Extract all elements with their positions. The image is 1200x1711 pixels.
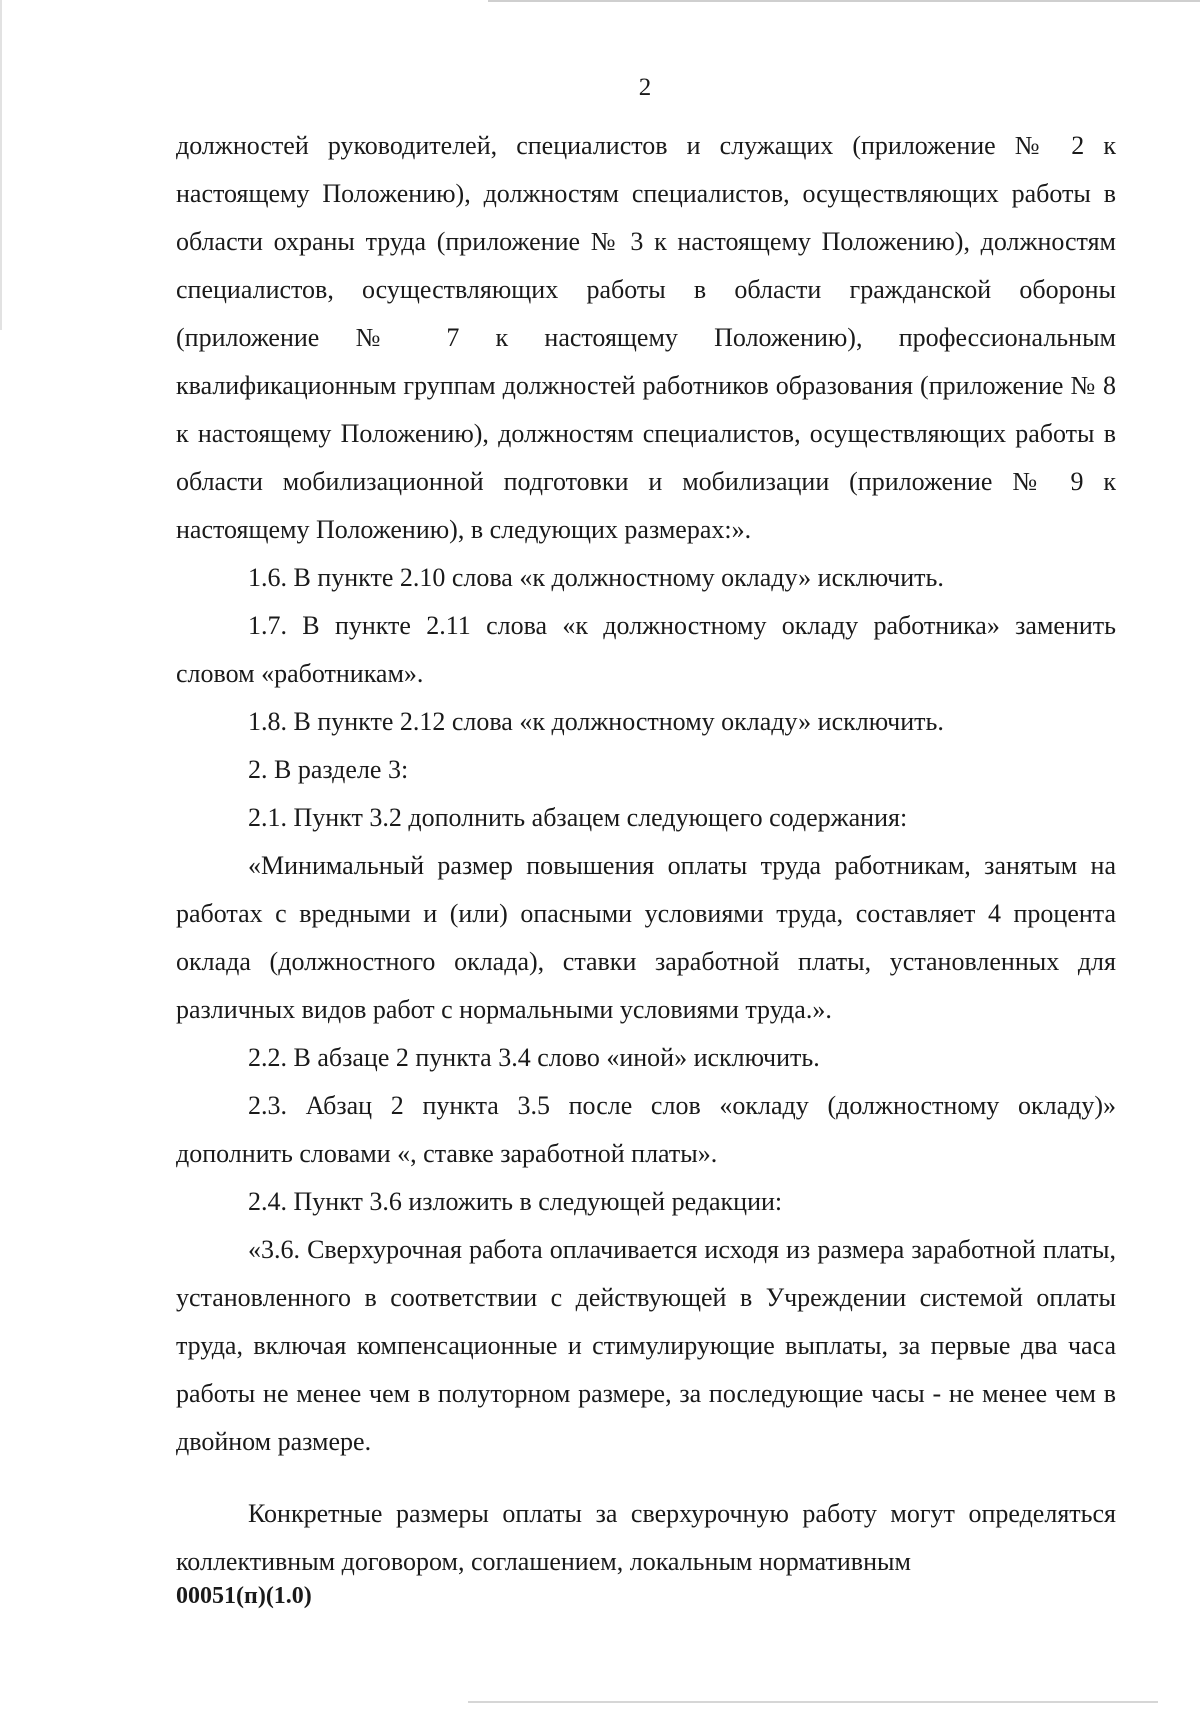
paragraph-2-1: 2.1. Пункт 3.2 дополнить абзацем следующего содержания: [248,803,908,832]
document-code: 00051(п)(1.0) [176,1583,312,1609]
paragraph-2: 2. В разделе 3: [248,755,409,784]
document-body [176,122,1116,1586]
paragraph-quote-minimum-pay: «Минимальный размер повышения оплаты труда работникам, занятым на работах с вредными и (или) опасными условиями труда, составляет 4 процента оклада (должностного оклада), ставки заработной платы, установленных для различных видов работ с нормальными условиями труда.». [176,851,1116,1024]
paragraph-2-2: 2.2. В абзаце 2 пункта 3.4 слово «иной» исключить. [248,1043,820,1072]
scan-edge-left [0,0,2,330]
paragraph-continuation: должностей руководителей, специалистов и служащих (приложение № 2 к настоящему Положению), должностям специалистов, осуществляющих работы в области охраны труда (приложение № 3 к настоящему Положению), должностям специалистов, осуществляющих работы в области гражданской обороны (приложение № 7 к настоящему Положению), профессиональным квалификационным группам должностей работников образования (приложение № 8 к настоящему Положению), должностям специалистов, осуществляющих работы в области мобилизационной подготовки и мобилизации (приложение № 9 к настоящему Положению), в следующих размерах:». [176,131,1116,544]
paragraph-2-4: 2.4. Пункт 3.6 изложить в следующей редакции: [248,1187,783,1216]
paragraph-2-3: 2.3. Абзац 2 пункта 3.5 после слов «окладу (должностному окладу)» дополнить словами «, ставке заработной платы». [176,1091,1116,1168]
paragraph-1-6: 1.6. В пункте 2.10 слова «к должностному окладу» исключить. [248,563,944,592]
scan-edge-top [488,0,1200,2]
paragraph-overtime-rates: Конкретные размеры оплаты за сверхурочную работу могут определяться коллективным договором, соглашением, локальным нормативным [176,1499,1116,1576]
paragraph-1-8: 1.8. В пункте 2.12 слова «к должностному окладу» исключить. [248,707,944,736]
paragraph-quote-3-6: «3.6. Сверхурочная работа оплачивается исходя из размера заработной платы, установленного в соответствии с действующей в Учреждении системой оплаты труда, включая компенсационные и стимулирующие выплаты, за первые два часа работы не менее чем в полуторном размере, за последующие часы - не менее чем в двойном размере. [176,1235,1116,1456]
scan-edge-bottom [468,1701,1158,1703]
page-number: 2 [638,74,652,101]
paragraph-1-7: 1.7. В пункте 2.11 слова «к должностному окладу работника» заменить словом «работникам». [176,611,1116,688]
